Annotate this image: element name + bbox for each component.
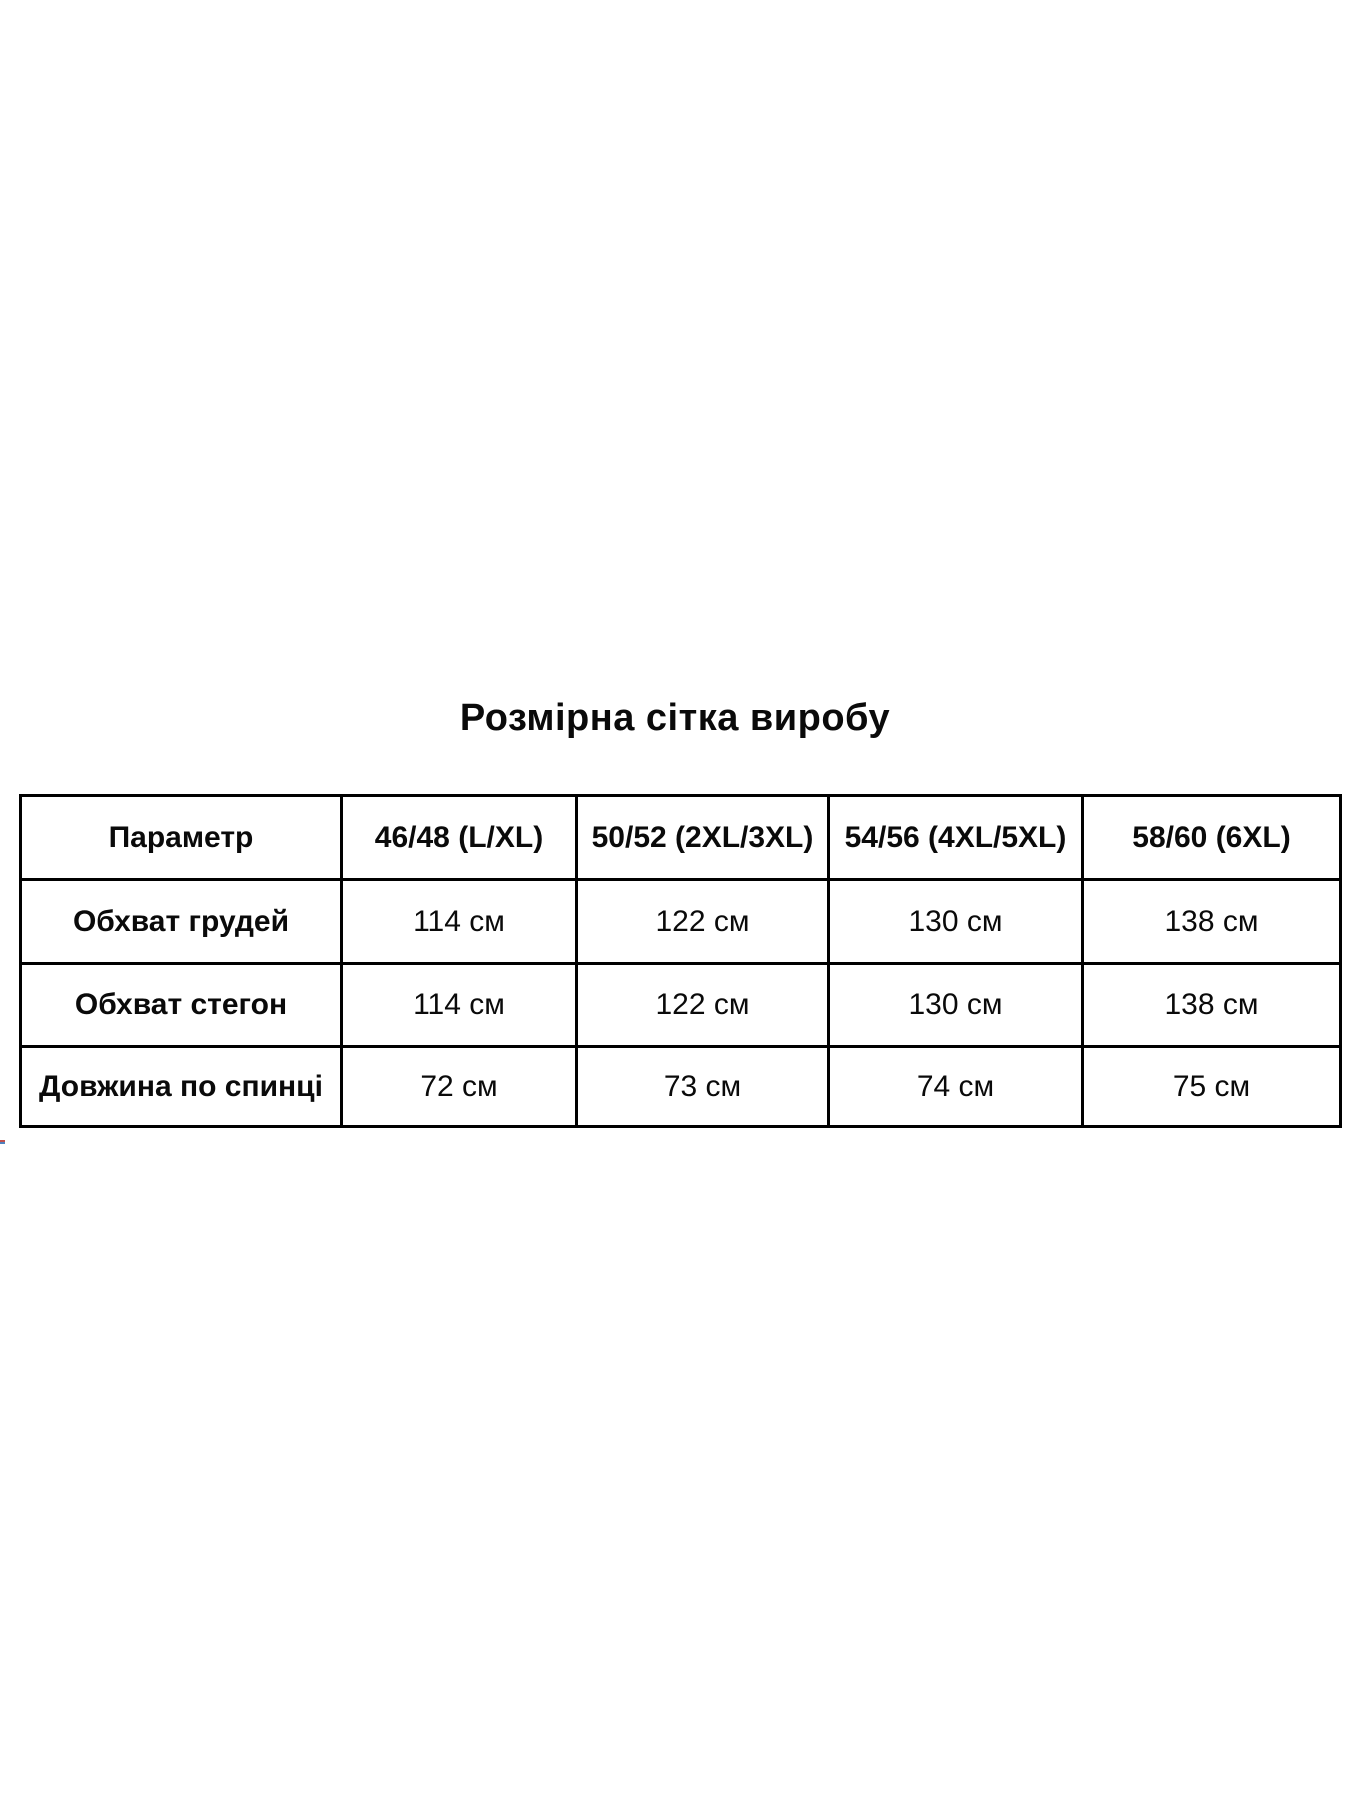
column-header-size-46-48: 46/48 (L/XL)	[342, 796, 577, 880]
table-header-row	[21, 796, 1341, 880]
hips-value-50-52: 122 см	[577, 964, 829, 1047]
size-table	[19, 794, 1342, 1128]
chest-value-50-52: 122 см	[577, 880, 829, 964]
hips-value-58-60: 138 см	[1083, 964, 1341, 1047]
left-edge-clipped-mark-bottom	[0, 1142, 5, 1144]
back-length-value-58-60: 75 см	[1083, 1047, 1341, 1127]
hips-value-54-56: 130 см	[829, 964, 1083, 1047]
column-header-size-50-52: 50/52 (2XL/3XL)	[577, 796, 829, 880]
back-length-value-50-52: 73 см	[577, 1047, 829, 1127]
row-label-chest: Обхват грудей	[21, 880, 342, 964]
column-header-size-54-56: 54/56 (4XL/5XL)	[829, 796, 1083, 880]
table-row-hips	[21, 964, 1341, 1047]
back-length-value-46-48: 72 см	[342, 1047, 577, 1127]
chest-value-58-60: 138 см	[1083, 880, 1341, 964]
row-label-hips: Обхват стегон	[21, 964, 342, 1047]
page-title: Розмірна сітка виробу	[459, 697, 891, 739]
column-header-parameter: Параметр	[21, 796, 342, 880]
table-row-back-length	[21, 1047, 1341, 1127]
chest-value-46-48: 114 см	[342, 880, 577, 964]
chest-value-54-56: 130 см	[829, 880, 1083, 964]
back-length-value-54-56: 74 см	[829, 1047, 1083, 1127]
left-edge-clipped-mark	[0, 1140, 5, 1144]
table-row-chest	[21, 880, 1341, 964]
row-label-back-length: Довжина по спинці	[21, 1047, 342, 1127]
hips-value-46-48: 114 см	[342, 964, 577, 1047]
column-header-size-58-60: 58/60 (6XL)	[1083, 796, 1341, 880]
